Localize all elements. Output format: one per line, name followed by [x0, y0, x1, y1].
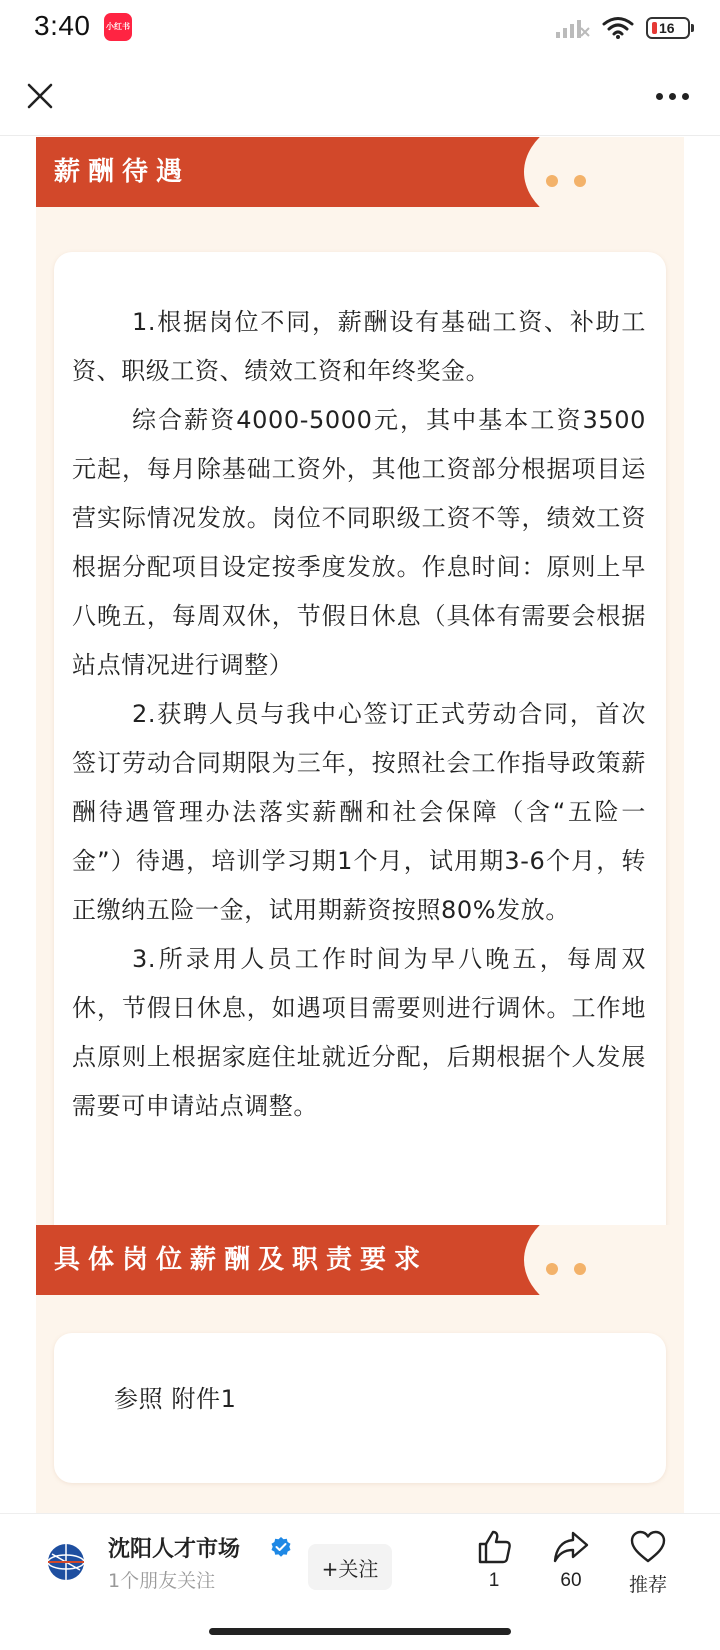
follow-count-text: 1个朋友关注: [108, 1570, 216, 1592]
section-banner-positions: [36, 1225, 684, 1295]
like-button[interactable]: [459, 1528, 529, 1608]
status-time: 3:40: [34, 10, 91, 41]
banner-dot: [574, 1263, 586, 1275]
status-icons: [556, 14, 690, 42]
nav-bar: [0, 56, 720, 136]
author-avatar[interactable]: [40, 1540, 92, 1596]
battery-level-fill: [652, 22, 657, 34]
article-content[interactable]: [36, 137, 684, 1513]
paragraph: 参照 附件1: [114, 1385, 237, 1413]
paragraph: 1.根据岗位不同，薪酬设有基础工资、补助工资、职级工资、绩效工资和年终奖金。: [72, 308, 646, 385]
author-name[interactable]: 沈阳人才市场: [108, 1537, 241, 1562]
thumbs-up-icon: [475, 1528, 513, 1566]
banner-decoration: [524, 137, 684, 207]
share-icon: [552, 1528, 590, 1566]
follow-button[interactable]: +关注: [308, 1544, 392, 1590]
wifi-icon: [602, 16, 634, 40]
xiaohongshu-app-icon: 小红书: [104, 13, 132, 41]
more-dot: [682, 93, 689, 100]
share-count: 60: [560, 1570, 582, 1591]
home-indicator[interactable]: [209, 1628, 511, 1635]
like-count: 1: [488, 1570, 500, 1591]
banner-dot: [546, 1263, 558, 1275]
status-bar: [0, 0, 720, 56]
close-icon: [26, 82, 54, 110]
more-dot: [669, 93, 676, 100]
heart-icon: [629, 1528, 667, 1566]
paragraph: 综合薪资4000-5000元，其中基本工资3500元起，每月除基础工资外，其他工资部分根据项目运营实际情况发放。岗位不同职级工资不等，绩效工资根据分配项目设定按季度发放。作息时间：原则上早八晚五，每周双休，节假日休息（具体有需要会根据站点情况进行调整）: [72, 406, 646, 679]
banner-decoration: [524, 1225, 684, 1295]
recommend-label: 推荐: [628, 1575, 667, 1596]
battery-icon: [646, 17, 690, 39]
positions-card: [54, 1333, 666, 1483]
salary-card: [54, 252, 666, 1255]
section-banner-salary: [36, 137, 684, 207]
bottom-bar: [0, 1513, 720, 1617]
paragraph: 2.获聘人员与我中心签订正式劳动合同，首次签订劳动合同期限为三年，按照社会工作指导政策薪酬待遇管理办法落实薪酬和社会保障（含“五险一金”）待遇，培训学习期1个月，试用期3-6个月，转正缴纳五险一金，试用期薪资按照80%发放。: [72, 700, 646, 924]
shenyang-talent-logo-icon: [40, 1540, 92, 1596]
paragraph: 3.所录用人员工作时间为早八晚五，每周双休，节假日休息，如遇项目需要则进行调休。工作地点原则上根据家庭住址就近分配，后期根据个人发展需要可申请站点调整。: [72, 945, 646, 1120]
section-title: 具体岗位薪酬及职责要求: [54, 1245, 429, 1275]
signal-icon: [556, 17, 590, 39]
more-button[interactable]: [644, 72, 700, 120]
more-dot: [656, 93, 663, 100]
verified-badge-icon: [270, 1536, 292, 1558]
battery-level-text: 16: [659, 20, 675, 36]
section-title: 薪酬待遇: [54, 157, 191, 187]
close-button[interactable]: [16, 72, 64, 120]
recommend-button[interactable]: [613, 1528, 683, 1608]
banner-dot: [546, 175, 558, 187]
share-button[interactable]: [536, 1528, 606, 1608]
battery-tip: [691, 24, 694, 32]
banner-dot: [574, 175, 586, 187]
